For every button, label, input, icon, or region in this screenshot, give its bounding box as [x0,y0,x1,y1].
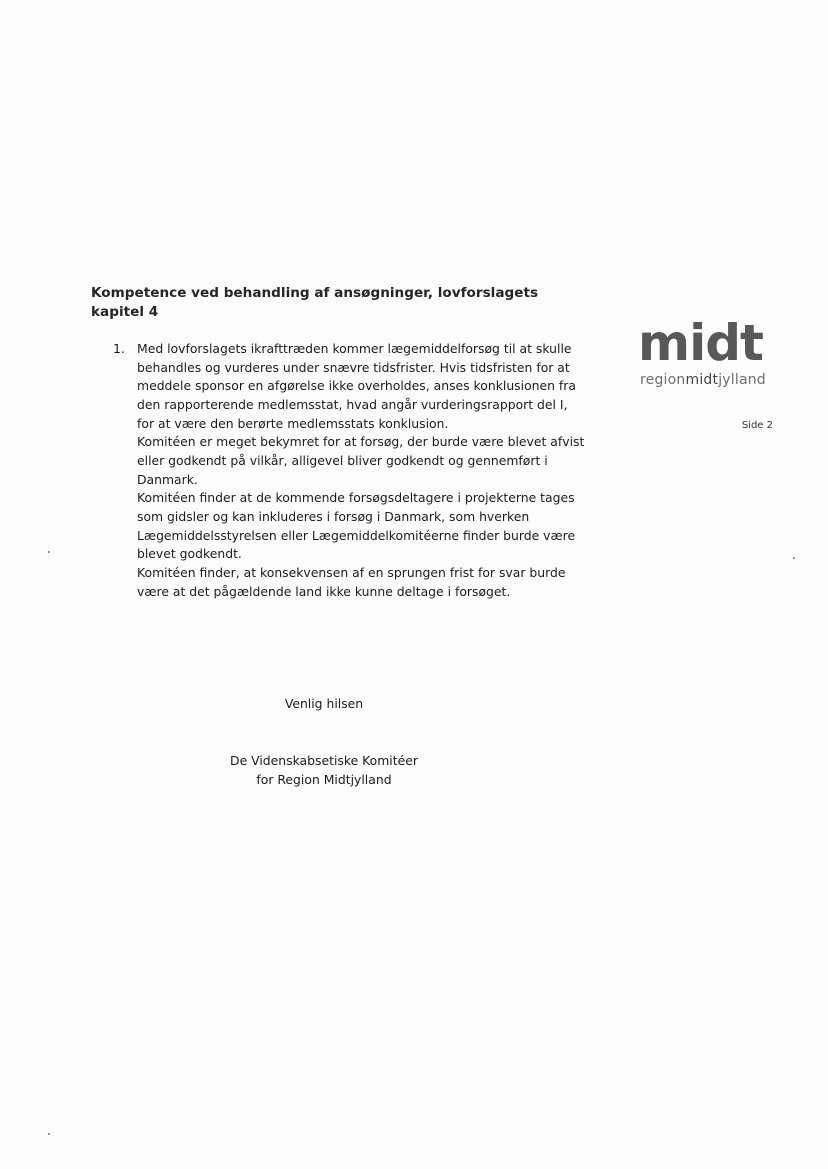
logo-sub-prefix: region [640,372,686,388]
list-item-body [137,340,587,601]
paragraph-2: Komitéen er meget bekymret for at forsøg, der burde være blevet afvist eller godkendt på vilkår, alligevel bliver godkendt og gennemført i Danmark. [137,434,585,487]
signature-block [208,751,440,789]
signature-line-2: for Region Midtjylland [256,772,392,787]
region-midt-logo [638,314,778,394]
logo-sub-strong: midt [685,372,719,388]
closing-greeting: Venlig hilsen [284,696,364,711]
paragraph-1: Med lovforslagets ikrafttræden kommer lægemiddelforsøg til at skulle behandles og vurderes under snævre tidsfrister. Hvis tidsfristen for at meddele sponsor en afgørelse ikke overholdes, anses konklusionen fra den rapporterende medlemsstat, hvad angår vurderingsrapport del I, for at være den berørte medlemsstats konklusion. [137,341,576,431]
logo-mark: midt [638,314,763,372]
paragraph-3: Komitéen finder at de kommende forsøgsdeltagere i projekterne tages som gidsler og kan inkluderes i forsøg i Danmark, som hverken Lægemiddelsstyrelsen eller Lægemiddelkomitéerne finder burde være blevet godkendt. [137,490,576,562]
list-item-number: 1. [113,341,125,356]
page-number: Side 2 [741,420,773,431]
logo-subtitle [640,372,766,388]
logo-sub-suffix: jylland [718,372,766,388]
signature-line-1: De Videnskabsetiske Komitéer [230,753,418,768]
scan-dot [793,557,795,559]
scan-dot [48,551,50,553]
paragraph-4: Komitéen finder, at konsekvensen af en sprungen frist for svar burde være at det pågældende land ikke kunne deltage i forsøget. [137,564,566,599]
scan-dot [48,1133,50,1135]
section-heading: Kompetence ved behandling af ansøgninger, lovforslagets kapitel 4 [91,285,539,320]
